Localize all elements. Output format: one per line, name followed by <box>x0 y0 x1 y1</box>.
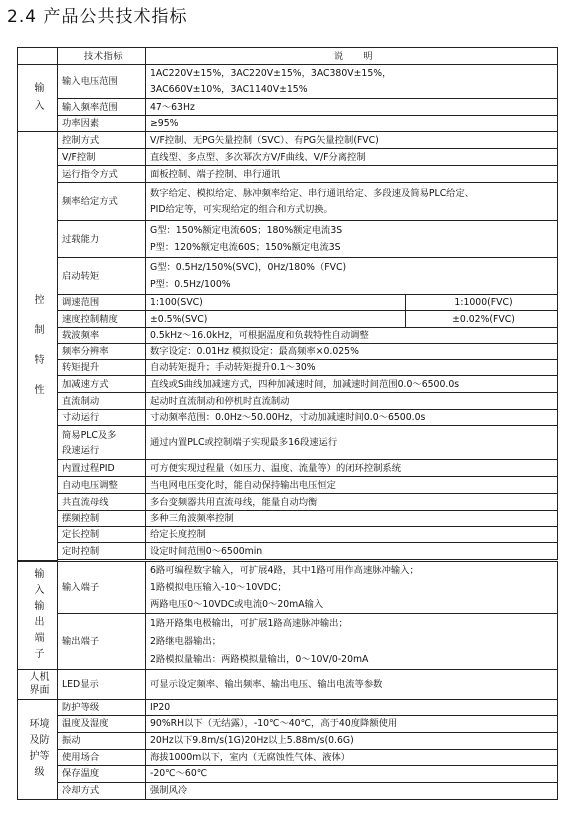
table-cell-item: 温度及湿度 <box>58 715 146 732</box>
table-cell-item: 控制方式 <box>58 132 146 149</box>
table-cell-desc: 可方便实现过程量（如压力、温度、流量等）的闭环控制系统 <box>146 460 558 477</box>
table-row <box>18 765 558 782</box>
item-input-voltage: 输入电压范围 <box>58 65 146 99</box>
table-row <box>18 511 558 527</box>
desc-line: G型：150%额定电流60S；180%额定电流3S <box>150 225 343 236</box>
category-label: 环境 及防 护等 级 <box>29 719 50 778</box>
table-cell-desc: 20Hz以下9.8m/s(1G)20Hz以上5.88m/s(0.6G) <box>146 732 558 749</box>
item-simple-plc <box>58 426 146 460</box>
desc-input-voltage <box>146 65 558 99</box>
table-row <box>18 99 558 116</box>
desc-speed-accuracy-fvc: ±0.02%(FVC) <box>406 311 558 328</box>
table-row <box>18 65 558 99</box>
item-input-frequency: 输入频率范围 <box>58 99 146 116</box>
table-cell-item: 振动 <box>58 732 146 749</box>
table-cell-item: 运行指令方式 <box>58 166 146 183</box>
table-cell-item: 载波频率 <box>58 328 146 344</box>
desc-line: 两路电压0～10VDC或电流0～20mA输入 <box>150 598 324 610</box>
table-cell-item: 摆频控制 <box>58 511 146 527</box>
table-row <box>18 221 558 258</box>
table-cell-desc: 起动时直流制动和停机时直流制动 <box>146 393 558 410</box>
table-cell-desc: 强制风冷 <box>146 782 558 799</box>
table-row <box>18 258 558 295</box>
desc-speed-accuracy-svc: ±0.5%(SVC) <box>146 311 406 328</box>
table-cell-item: 直流制动 <box>58 393 146 410</box>
item-overload: 过载能力 <box>58 221 146 258</box>
desc-line: PID给定等，可实现给定的组合和方式切换。 <box>150 204 333 215</box>
desc-speed-range-fvc: 1:1000(FVC) <box>406 295 558 311</box>
category-control <box>18 132 58 561</box>
table-row <box>18 166 558 183</box>
table-cell-desc: 海拔1000m以下，室内（无腐蚀性气体、液体） <box>146 749 558 765</box>
category-io <box>18 561 58 669</box>
table-row <box>18 527 558 543</box>
desc-line: 1路开路集电极输出，可扩展1路高速脉冲输出； <box>150 617 348 629</box>
table-row <box>18 732 558 749</box>
section-title: 2.4 产品公共技术指标 <box>7 7 188 27</box>
table-cell-desc: 0.5kHz～16.0kHz，可根据温度和负载特性自动调整 <box>146 328 558 344</box>
table-row <box>18 782 558 799</box>
table-row <box>18 410 558 426</box>
desc-line: 6路可编程数字输入，可扩展4路，其中1路可用作高速脉冲输入； <box>150 564 419 576</box>
desc-input-frequency: 47～63Hz <box>146 99 558 116</box>
desc-line: G型：0.5Hz/150%(SVC)，0Hz/180%（FVC) <box>150 262 347 273</box>
item-input-terminal: 输入端子 <box>58 561 146 613</box>
table-row <box>18 328 558 344</box>
table-row <box>18 376 558 393</box>
table-cell-desc: 直线型、多点型、多次幂次方V/F曲线、V/F分离控制 <box>146 149 558 166</box>
spec-table <box>17 47 558 800</box>
desc-line: P型：0.5Hz/100% <box>150 279 231 290</box>
item-speed-range: 调速范围 <box>58 295 146 311</box>
table-row <box>18 715 558 732</box>
item-start-torque: 启动转矩 <box>58 258 146 295</box>
desc-line: 1AC220V±15%，3AC220V±15%，3AC380V±15%， <box>150 68 392 79</box>
desc-output-terminal <box>146 613 558 669</box>
desc-simple-plc: 通过内置PLC或控制端子实现最多16段速运行 <box>146 426 558 460</box>
table-cell-item: 保存温度 <box>58 765 146 782</box>
table-cell-desc: 直线或S曲线加减速方式，四种加减速时间，加减速时间范围0.0～6500.0s <box>146 376 558 393</box>
item-line: 段速运行 <box>62 444 100 456</box>
item-speed-accuracy: 速度控制精度 <box>58 311 146 328</box>
table-cell-item: V/F控制 <box>58 149 146 166</box>
table-cell-item: 防护等级 <box>58 699 146 715</box>
table-cell-desc: 自动转矩提升；手动转矩提升0.1～30% <box>146 360 558 376</box>
table-row <box>18 699 558 715</box>
category-label: 人机 <box>29 672 50 683</box>
table-row <box>18 360 558 376</box>
table-cell-desc: 多台变频器共用直流母线，能量自动均衡 <box>146 494 558 511</box>
table-cell-item: 冷却方式 <box>58 782 146 799</box>
item-led-display: LED显示 <box>58 669 146 699</box>
table-row <box>18 426 558 460</box>
table-cell-item: 共直流母线 <box>58 494 146 511</box>
table-cell-item: 转矩提升 <box>58 360 146 376</box>
table-cell-desc: 面板控制、端子控制、串行通讯 <box>146 166 558 183</box>
category-label: 界面 <box>29 685 50 696</box>
table-row <box>18 561 558 613</box>
table-row <box>18 183 558 221</box>
table-row <box>18 543 558 560</box>
table-cell-item: 频率分辨率 <box>58 344 146 360</box>
table-row <box>18 149 558 166</box>
table-cell-desc: 给定长度控制 <box>146 527 558 543</box>
table-row <box>18 460 558 477</box>
table-cell-item: 自动电压调整 <box>58 477 146 494</box>
table-row <box>18 494 558 511</box>
table-cell-item: 使用场合 <box>58 749 146 765</box>
desc-overload <box>146 221 558 258</box>
table-cell-item: 加减速方式 <box>58 376 146 393</box>
desc-speed-range-svc: 1:100(SVC) <box>146 295 406 311</box>
item-freq-setting: 频率给定方式 <box>58 183 146 221</box>
table-row <box>18 393 558 410</box>
table-cell-desc: 数字设定：0.01Hz 模拟设定：最高频率×0.025% <box>146 344 558 360</box>
desc-line: 数字给定、模拟给定、脉冲频率给定、串行通讯给定、多段速及简易PLC给定、 <box>150 188 475 199</box>
table-cell-desc: IP20 <box>146 699 558 715</box>
table-row <box>18 613 558 669</box>
desc-freq-setting <box>146 183 558 221</box>
table-cell-item: 寸动运行 <box>58 410 146 426</box>
table-cell-desc: 设定时间范围0～6500min <box>146 543 558 560</box>
table-cell-desc: 多种三角波频率控制 <box>146 511 558 527</box>
table-row <box>18 295 558 311</box>
table-cell-desc: V/F控制、无PG矢量控制（SVC）、有PG矢量控制(FVC) <box>146 132 558 149</box>
header-desc: 说 明 <box>146 48 558 65</box>
item-power-factor: 功率因素 <box>58 116 146 132</box>
table-row <box>18 477 558 494</box>
desc-line: 1路模拟电压输入-10～10VDC； <box>150 581 287 593</box>
desc-line: 2路继电器输出； <box>150 635 221 647</box>
table-header-row <box>18 48 558 65</box>
table-row <box>18 132 558 149</box>
table-row <box>18 749 558 765</box>
item-output-terminal: 输出端子 <box>58 613 146 669</box>
desc-line: P型：120%额定电流60S；150%额定电流3S <box>150 242 341 253</box>
category-hmi <box>18 669 58 699</box>
table-cell-item: 定时控制 <box>58 543 146 560</box>
table-cell-item: 内置过程PID <box>58 460 146 477</box>
table-row <box>18 344 558 360</box>
desc-power-factor: ≥95% <box>146 116 558 132</box>
desc-input-terminal <box>146 561 558 613</box>
desc-start-torque <box>146 258 558 295</box>
table-row <box>18 311 558 328</box>
table-cell-item: 定长控制 <box>58 527 146 543</box>
desc-line: 3AC660V±10%，3AC1140V±15% <box>150 84 308 95</box>
desc-led-display: 可显示设定频率、输出频率、输出电压、输出电流等参数 <box>146 669 558 699</box>
table-cell-desc: 当电网电压变化时，能自动保持输出电压恒定 <box>146 477 558 494</box>
table-cell-desc: 寸动频率范围：0.0Hz～50.00Hz，寸动加减速时间0.0～6500.0s <box>146 410 558 426</box>
table-cell-desc: 90%RH以下（无结露），-10℃～40℃，高于40度降额使用 <box>146 715 558 732</box>
category-label: 输 入 <box>34 83 45 112</box>
table-row <box>18 669 558 699</box>
category-env <box>18 699 58 799</box>
table-row <box>18 116 558 132</box>
desc-line: 2路模拟量输出：两路模拟量输出，0～10V/0-20mA <box>150 653 369 665</box>
table-cell-desc: -20℃～60℃ <box>146 765 558 782</box>
header-item: 技术指标 <box>58 48 146 65</box>
category-label: 控 制 特 性 <box>34 294 45 396</box>
header-empty-cell <box>18 48 58 65</box>
category-label: 输 入 输 出 端 子 <box>34 569 45 660</box>
category-input <box>18 65 58 132</box>
item-line: 简易PLC及多 <box>62 429 117 441</box>
